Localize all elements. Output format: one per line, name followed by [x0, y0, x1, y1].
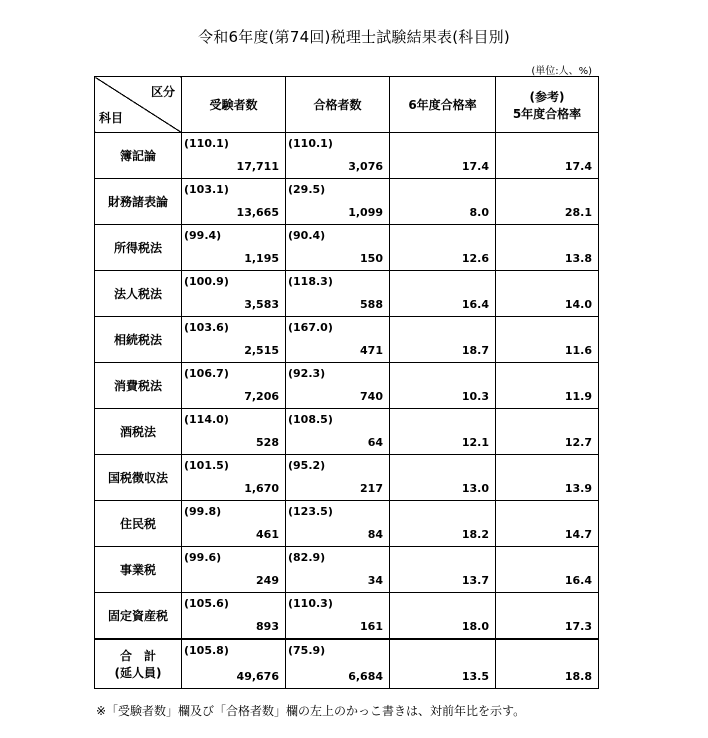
applicants-yoy: (114.0)	[184, 413, 229, 426]
applicants-value: 2,515	[244, 344, 279, 357]
applicants-value: 893	[256, 619, 279, 633]
table-row	[95, 363, 599, 409]
rate-r6-cell: 18.0	[390, 593, 496, 639]
passers-cell	[286, 547, 390, 593]
total-rate-r6-cell: 13.5	[390, 639, 496, 689]
passers-yoy: (110.3)	[288, 597, 333, 610]
table-row	[95, 179, 599, 225]
rate-r6-cell: 8.0	[390, 179, 496, 225]
rate-r5-cell: 12.7	[496, 409, 599, 455]
rate-r6-header: 6年度合格率	[390, 77, 496, 133]
passers-value: 471	[360, 344, 383, 357]
results-table	[94, 76, 599, 689]
table-row	[95, 455, 599, 501]
total-passers-value: 6,684	[348, 670, 383, 683]
subject-cell: 簿記論	[95, 133, 182, 179]
rate-r6-cell: 18.7	[390, 317, 496, 363]
passers-cell	[286, 317, 390, 363]
subject-cell: 財務諸表論	[95, 179, 182, 225]
applicants-cell	[182, 179, 286, 225]
total-passers-yoy: (75.9)	[288, 643, 326, 657]
table-row	[95, 317, 599, 363]
subject-cell: 法人税法	[95, 271, 182, 317]
header-row	[95, 77, 599, 133]
table-row	[95, 409, 599, 455]
passers-yoy: (29.5)	[288, 183, 326, 196]
applicants-value: 7,206	[244, 390, 279, 403]
rate-r6-cell: 17.4	[390, 133, 496, 179]
total-rate-r5-cell: 18.8	[496, 639, 599, 689]
applicants-yoy: (103.1)	[184, 183, 229, 196]
table-row	[95, 593, 599, 639]
passers-cell	[286, 225, 390, 271]
page-title: 令和6年度(第74回)税理士試験結果表(科目別)	[198, 28, 510, 46]
applicants-value: 1,195	[244, 252, 279, 265]
applicants-value: 3,583	[244, 298, 279, 311]
passers-value: 84	[367, 528, 383, 541]
corner-category-label: 区分	[150, 85, 175, 99]
rate-r6-cell: 12.6	[390, 225, 496, 271]
passers-yoy: (108.5)	[288, 413, 333, 426]
subject-cell: 消費税法	[95, 363, 182, 409]
rate-r5-cell: 14.0	[496, 271, 599, 317]
passers-cell	[286, 363, 390, 409]
passers-value: 161	[360, 619, 383, 633]
subject-cell: 固定資産税	[95, 593, 182, 639]
passers-yoy: (118.3)	[288, 275, 333, 288]
applicants-yoy: (99.4)	[184, 229, 222, 242]
rate-r5-cell: 17.4	[496, 133, 599, 179]
passers-value: 588	[360, 298, 383, 311]
passers-cell	[286, 455, 390, 501]
applicants-value: 17,711	[236, 160, 279, 173]
rate-r6-cell: 13.0	[390, 455, 496, 501]
subject-cell: 国税徴収法	[95, 455, 182, 501]
applicants-cell	[182, 547, 286, 593]
passers-cell	[286, 593, 390, 639]
passers-value: 3,076	[348, 160, 383, 173]
rate-r5-cell: 11.6	[496, 317, 599, 363]
rate-r5-cell: 13.9	[496, 455, 599, 501]
passers-cell	[286, 179, 390, 225]
total-applicants-value: 49,676	[236, 670, 279, 683]
applicants-cell	[182, 501, 286, 547]
total-label: 合 計	[119, 648, 156, 663]
passers-value: 1,099	[348, 206, 383, 219]
passers-cell	[286, 271, 390, 317]
applicants-cell	[182, 363, 286, 409]
passers-yoy: (82.9)	[288, 551, 326, 564]
applicants-cell	[182, 225, 286, 271]
passers-cell	[286, 133, 390, 179]
applicants-yoy: (100.9)	[184, 275, 229, 288]
passers-value: 217	[360, 482, 383, 495]
passers-yoy: (123.5)	[288, 505, 333, 518]
applicants-yoy: (105.6)	[184, 597, 229, 610]
subject-cell: 相続税法	[95, 317, 182, 363]
rate-r6-cell: 10.3	[390, 363, 496, 409]
passers-value: 740	[360, 390, 383, 403]
applicants-yoy: (99.6)	[184, 551, 222, 564]
rate-r5-cell: 11.9	[496, 363, 599, 409]
applicants-value: 461	[256, 528, 279, 541]
passers-yoy: (92.3)	[288, 367, 326, 380]
passers-cell	[286, 501, 390, 547]
applicants-value: 528	[256, 436, 279, 449]
rate-r6-cell: 18.2	[390, 501, 496, 547]
applicants-yoy: (101.5)	[184, 459, 229, 472]
table-row	[95, 547, 599, 593]
unit-note: (単位:人、%)	[531, 66, 592, 77]
subject-cell: 住民税	[95, 501, 182, 547]
rate-r6-cell: 12.1	[390, 409, 496, 455]
rate-r5-cell: 16.4	[496, 547, 599, 593]
rate-r5-label: 5年度合格率	[512, 106, 582, 121]
applicants-cell	[182, 593, 286, 639]
table-row	[95, 501, 599, 547]
rate-r5-cell: 17.3	[496, 593, 599, 639]
total-passers-cell	[286, 639, 390, 689]
applicants-value: 249	[256, 574, 279, 587]
applicants-yoy: (106.7)	[184, 367, 229, 380]
rate-r5-header	[496, 77, 599, 133]
total-applicants-cell	[182, 639, 286, 689]
rate-r5-ref-label: (参考)	[529, 89, 565, 104]
applicants-cell	[182, 455, 286, 501]
applicants-value: 13,665	[236, 206, 279, 219]
corner-header-cell	[95, 77, 182, 133]
total-sublabel: (延人員)	[114, 665, 162, 680]
rate-r5-cell: 14.7	[496, 501, 599, 547]
passers-yoy: (110.1)	[288, 137, 333, 150]
footnote: ※「受験者数」欄及び「合格者数」欄の左上のかっこ書きは、対前年比を示す。	[96, 704, 526, 718]
applicants-cell	[182, 271, 286, 317]
total-row	[95, 639, 599, 689]
rate-r5-cell: 28.1	[496, 179, 599, 225]
applicants-header: 受験者数	[182, 77, 286, 133]
applicants-yoy: (103.6)	[184, 321, 229, 334]
applicants-yoy: (99.8)	[184, 505, 222, 518]
applicants-yoy: (110.1)	[184, 137, 229, 150]
applicants-cell	[182, 409, 286, 455]
subject-cell: 所得税法	[95, 225, 182, 271]
passers-value: 34	[367, 574, 383, 587]
rate-r5-cell: 13.8	[496, 225, 599, 271]
subject-cell: 酒税法	[95, 409, 182, 455]
table-row	[95, 133, 599, 179]
rate-r6-cell: 13.7	[390, 547, 496, 593]
passers-yoy: (167.0)	[288, 321, 333, 334]
applicants-cell	[182, 133, 286, 179]
subject-cell: 事業税	[95, 547, 182, 593]
total-applicants-yoy: (105.8)	[184, 643, 229, 657]
applicants-cell	[182, 317, 286, 363]
table-row	[95, 225, 599, 271]
applicants-value: 1,670	[244, 482, 279, 495]
corner-subject-label: 科目	[99, 111, 124, 125]
passers-value: 150	[360, 252, 383, 265]
passers-value: 64	[367, 436, 383, 449]
passers-yoy: (95.2)	[288, 459, 326, 472]
table-row	[95, 271, 599, 317]
passers-cell	[286, 409, 390, 455]
passers-yoy: (90.4)	[288, 229, 326, 242]
passers-header: 合格者数	[286, 77, 390, 133]
total-label-cell	[95, 639, 182, 689]
rate-r6-cell: 16.4	[390, 271, 496, 317]
